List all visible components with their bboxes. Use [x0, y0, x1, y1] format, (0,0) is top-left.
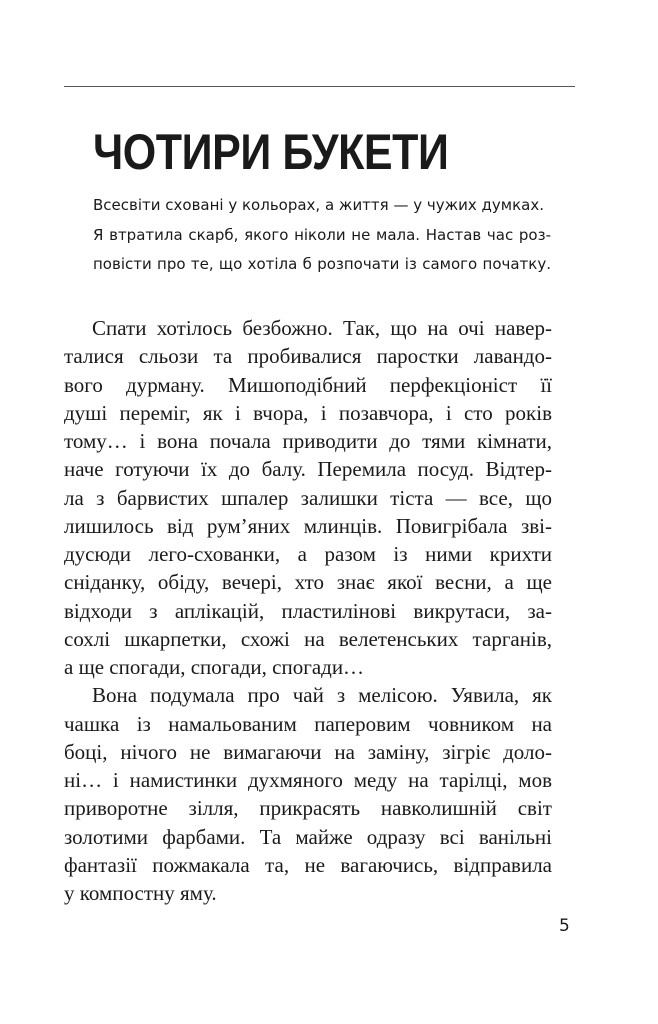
text-line: наче готуючи їх до балу. Перемила посуд. Відтер-: [64, 457, 552, 482]
text-line: дусюди лего-схованки, а разом із ними крихти: [64, 542, 552, 566]
epigraph-line: Всесвіти сховані у кольорах, а життя — у чужих думках.: [93, 196, 544, 214]
text-line: фантазії пожмакала та, не вагаючись, відправила: [64, 852, 552, 877]
text-line: ла з барвистих шпалер залишки тіста — все, що: [64, 485, 552, 510]
text-line: золотими фарбами. Та майже одразу всі ванільні: [64, 824, 552, 849]
epigraph-line: Я втратила скарб, якого ніколи не мала. Настав час роз-: [93, 225, 551, 244]
text-line: лишилось від рум’яних млинців. Повигрібала зві-: [64, 513, 552, 538]
text-line: ні… і намистинки духмяного меду на тарілці, мов: [64, 768, 552, 792]
text-line: чашка із намальованим паперовим човником на: [64, 711, 552, 736]
epigraph: [93, 191, 551, 280]
text-line: приворотне зілля, прикрасять навколишній світ: [64, 796, 552, 821]
page-number: 5: [559, 916, 570, 936]
text-line: а ще спогади, спогади, спогади…: [64, 655, 365, 679]
text-line: талися сльози та пробивалися паростки лавандо-: [64, 344, 552, 369]
body-text: [64, 314, 552, 907]
text-line: душі переміг, як і вчора, і позавчора, і сто років: [64, 400, 552, 425]
paragraph-1: [64, 314, 552, 681]
text-line: відходи з аплікацій, пластилінові викрутаси, за-: [64, 598, 552, 623]
text-line: Вона подумала про чай з мелісою. Уявила, як: [92, 683, 552, 708]
text-line: сніданку, обіду, вечері, хто знає якої весни, а ще: [64, 570, 552, 595]
chapter-title: ЧОТИРИ БУКЕТИ: [93, 124, 449, 180]
text-line: сохлі шкарпетки, схожі на велетенських тарганів,: [64, 626, 552, 651]
epigraph-line: повісти про те, що хотіла б розпочати із самого початку.: [93, 255, 551, 273]
header-rule: [64, 86, 575, 87]
paragraph-2: [64, 681, 552, 907]
text-line: Спати хотілось безбожно. Так, що на очі навер-: [92, 316, 552, 340]
text-line: вого дурману. Мишоподібний перфекціоніст її: [64, 372, 552, 397]
text-line: боці, нічого не вимагаючи на заміну, зігріє доло-: [64, 739, 552, 764]
text-line: у компостну яму.: [64, 881, 217, 905]
text-line: тому… і вона почала приводити до тями кімнати,: [64, 429, 552, 453]
